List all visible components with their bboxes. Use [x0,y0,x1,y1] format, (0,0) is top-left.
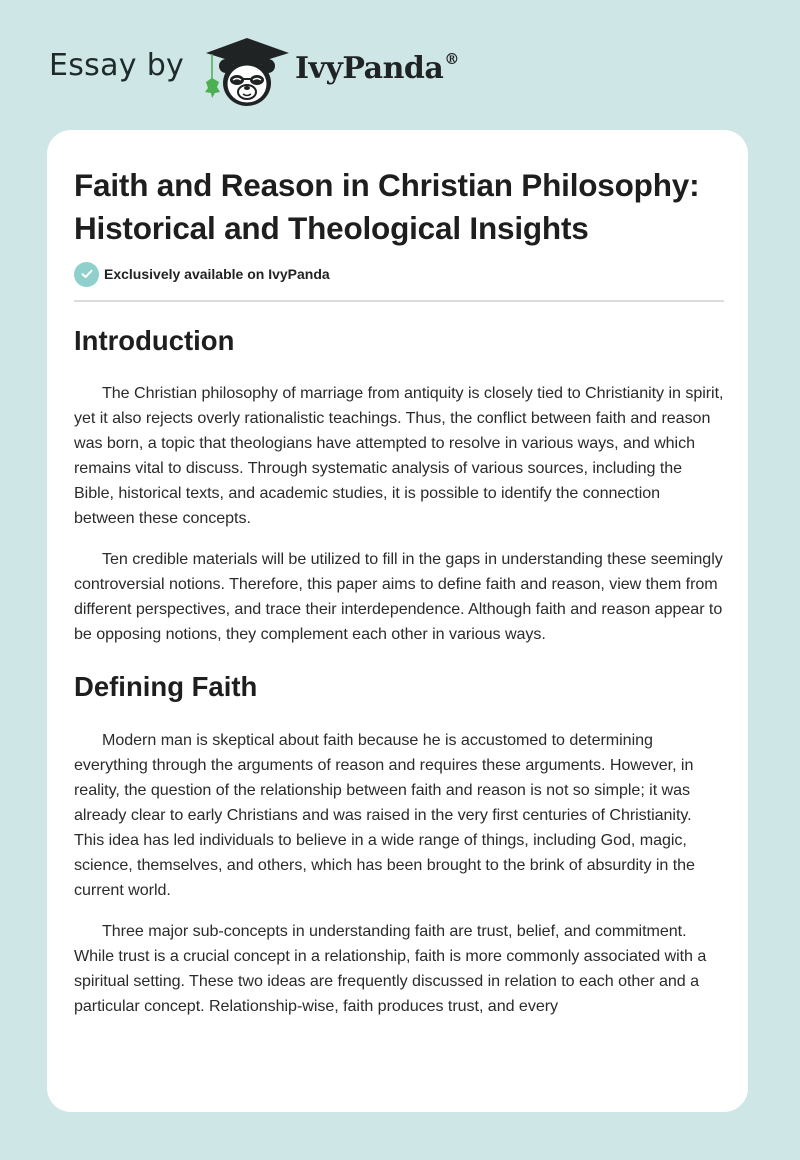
exclusive-badge [74,261,724,287]
paragraph: Three major sub-concepts in understanding faith are trust, belief, and commitment. While trust is a crucial concept in a relationship, faith is more commonly associated with a spiritual setting. These two ideas are frequently discussed in relation to each other and a particular concept. Relationship-wise, faith produces trust, and every [74,922,707,1015]
title-divider [74,300,724,302]
paragraph: Ten credible materials will be utilized to fill in the gaps in understanding these seemingly controversial notions. Therefore, this paper aims to define faith and reason, view them from different perspectives, and trace their interdependence. Although faith and reason appear to be opposing notions, they complement each other in various ways. [74,550,723,643]
paragraph: The Christian philosophy of marriage from antiquity is closely tied to Christianity in spirit, yet it also rejects overly rationalistic teachings. Thus, the conflict between faith and reason was born, a topic that theologians have attempted to resolve in various ways, and which remains vital to discuss. Through systematic analysis of various sources, including the Bible, historical texts, and academic studies, it is possible to identify the connection between these concepts. [74,384,724,527]
exclusive-badge-text: Exclusively available on IvyPanda [104,266,330,282]
section-heading: Defining Faith [74,671,258,702]
page-title: Faith and Reason in Christian Philosophy: Historical and Theological Insights [74,167,700,246]
registered-mark: ® [444,50,459,68]
essay-card [47,130,748,1112]
brand-name[interactable]: IvyPanda® [295,50,459,86]
check-circle-icon [74,262,99,287]
essay-by-label: Essay by [49,48,185,83]
section-defining-faith [74,671,724,1019]
section-heading: Introduction [74,325,235,356]
section-introduction [74,325,724,647]
site-header [0,0,800,130]
paragraph: Modern man is skeptical about faith because he is accustomed to determining everything through the arguments of reason and requires these arguments. However, in reality, the question of the relationship between faith and reason is not so simple; it was already clear to early Christians and was raised in the very first centuries of Christianity. This idea has led individuals to believe in a wide range of things, including God, magic, science, themselves, and others, which has been brought to the brink of absurdity in the current world. [74,731,695,899]
panda-graduate-logo-icon[interactable] [203,36,291,108]
